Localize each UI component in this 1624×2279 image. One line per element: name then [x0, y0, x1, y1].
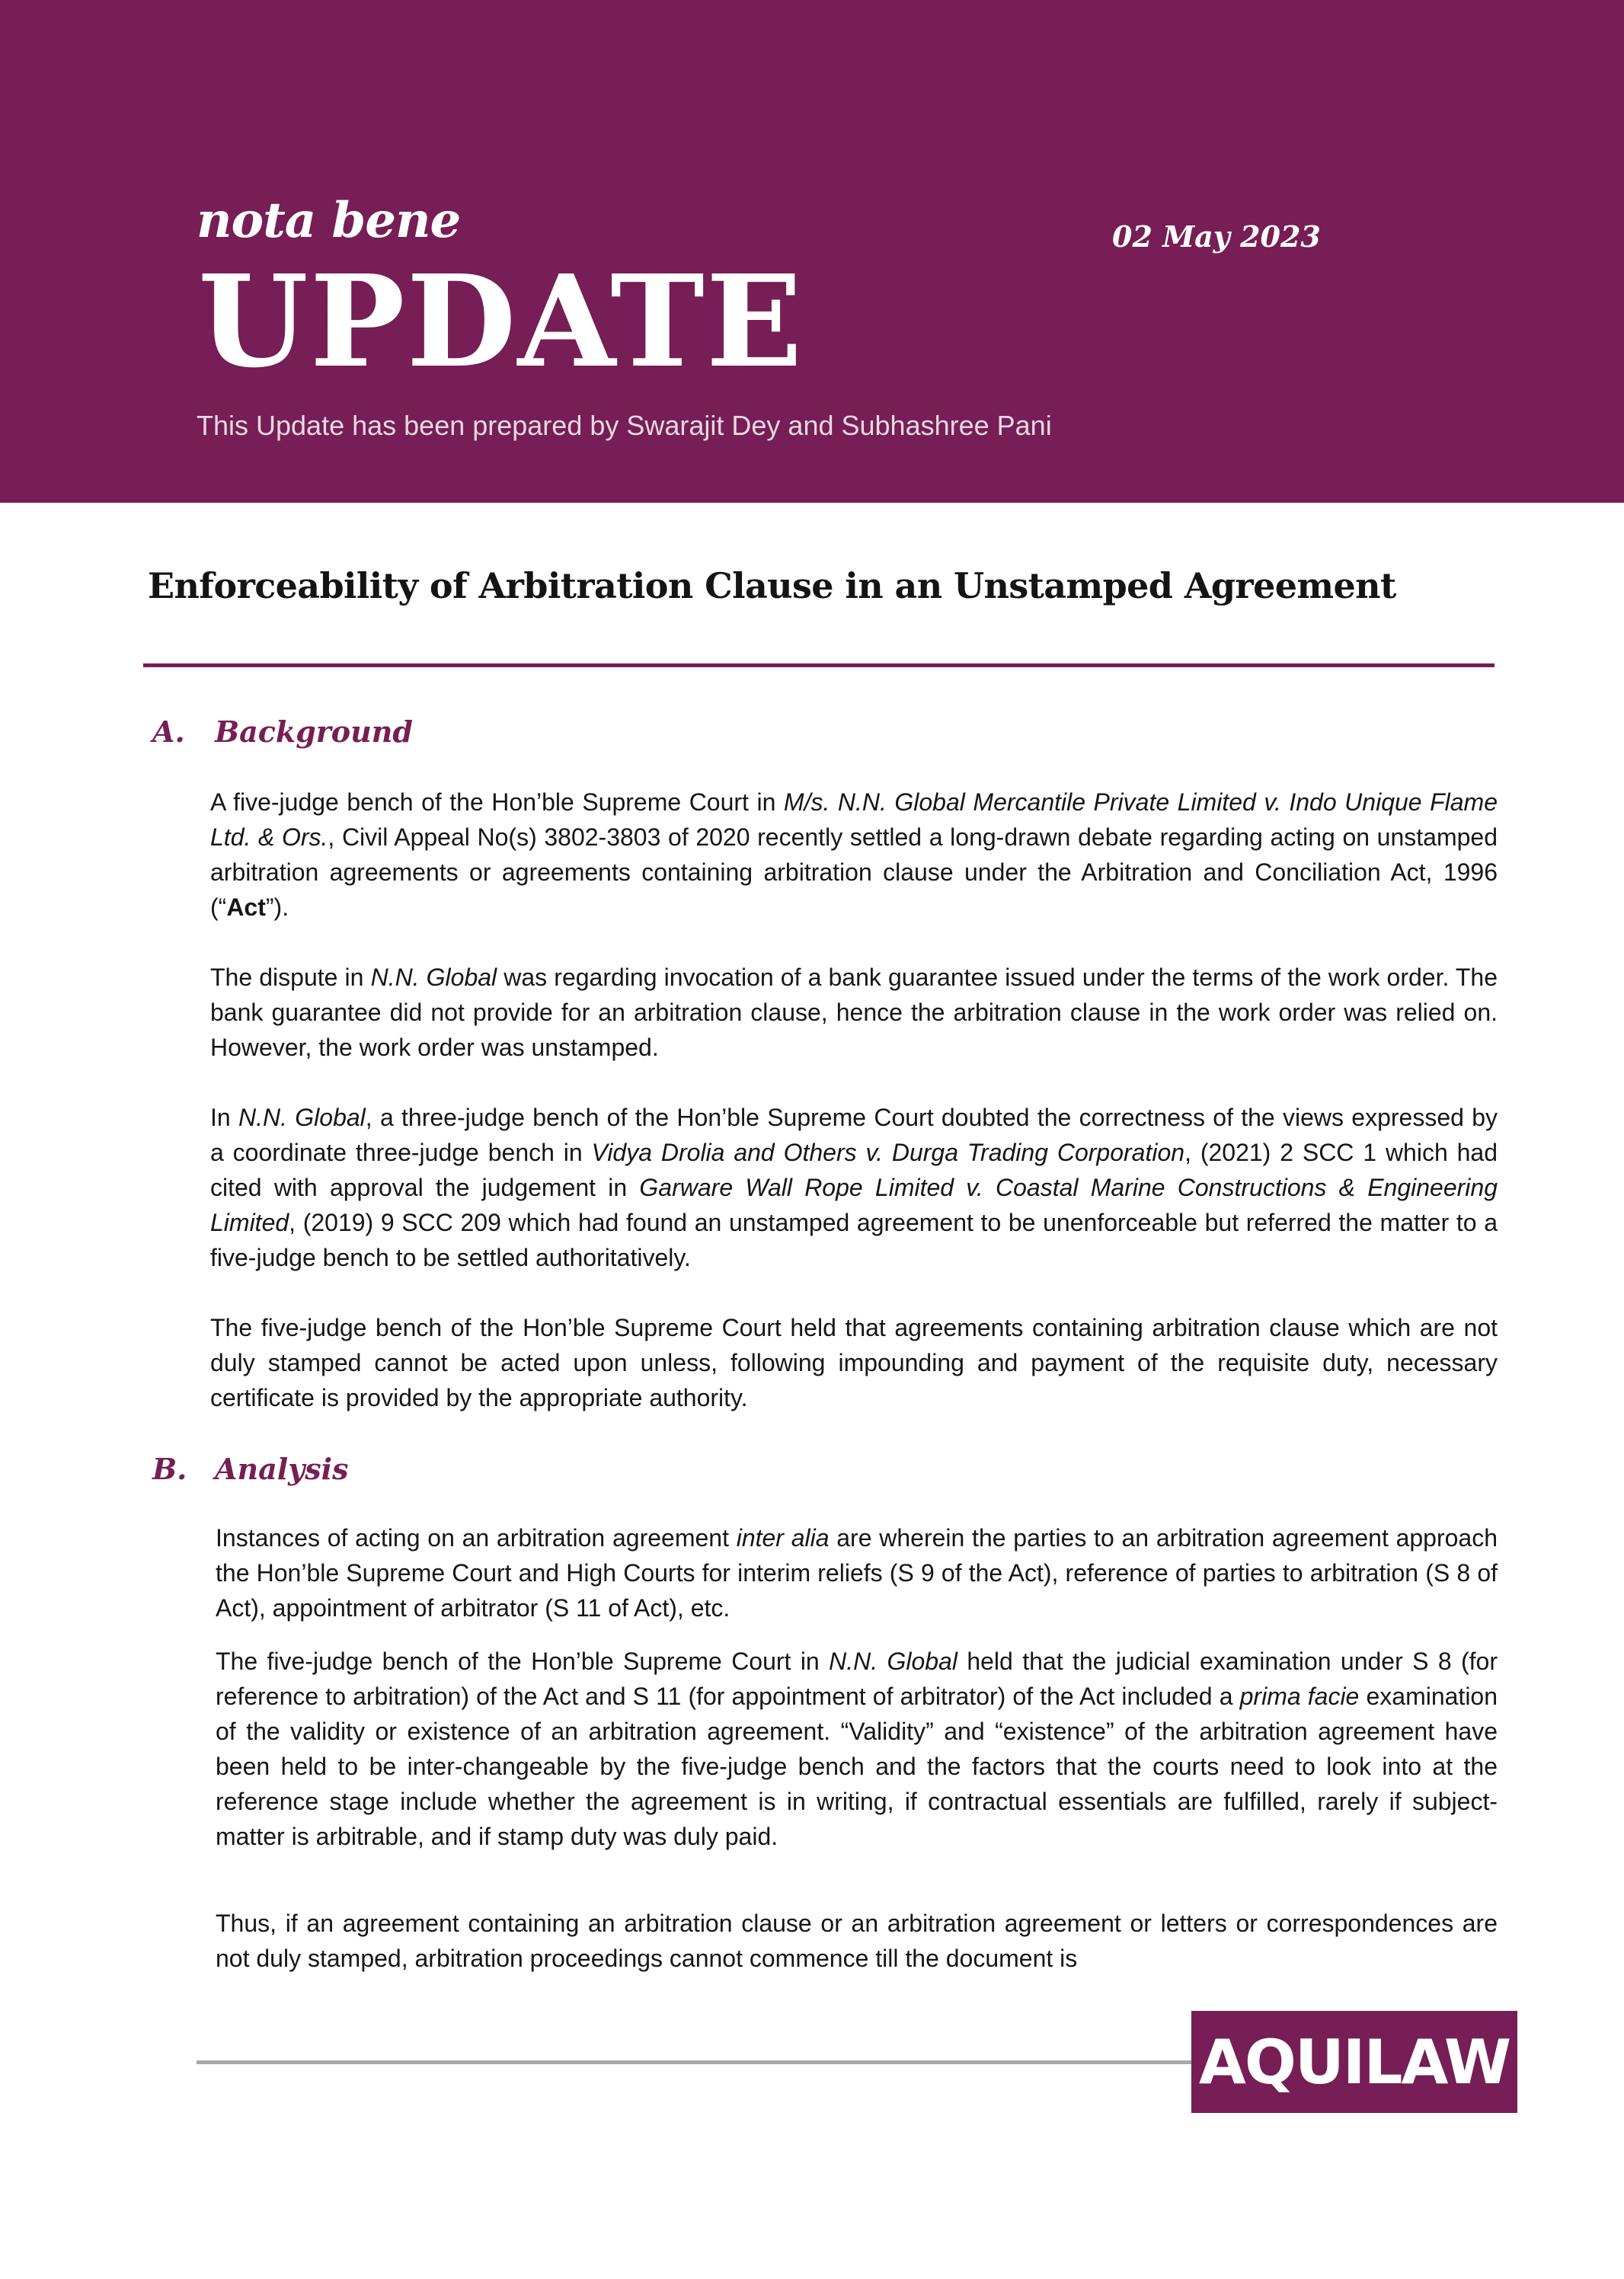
- paragraph-analysis-2: [216, 1644, 1498, 1854]
- paragraph-background-2: [210, 960, 1498, 1065]
- section-heading-background: [152, 714, 413, 749]
- paragraph-background-4: The five-judge bench of the Hon’ble Supreme Court held that agreements containing arbitration clause which are not duly stamped cannot be acted upon unless, following impounding and payment of the requisite duty, necessary certificate is provided by the appropriate authority.: [210, 1314, 1498, 1411]
- aquilaw-logo: [1191, 2011, 1517, 2113]
- case-name: Garware Wall Rope Limited v. Coastal Marine Constructions & Engineering Limited: [210, 1174, 1498, 1236]
- text-run: examination of the validity or existence of an arbitration agreement. “Validity” and “existence” of the arbitration agreement have been held to be inter-changeable by the five-judge bench and the factors that the courts need to look into at the reference stage include whether the agreement is in writing, if contractual essentials are fulfilled, rarely if subject-matter is arbitrable, and if stamp duty was duly paid.: [216, 1683, 1498, 1850]
- text-run: The dispute in: [210, 964, 371, 991]
- title-divider: [143, 663, 1495, 667]
- latin-term: prima facie: [1239, 1683, 1360, 1710]
- text-run: A five-judge bench of the Hon’ble Supreme Court in: [210, 788, 784, 816]
- section-letter: A.: [152, 714, 185, 749]
- paragraph-analysis-3: Thus, if an agreement containing an arbitration clause or an arbitration agreement or letters or correspondences are not duly stamped, arbitration proceedings cannot commence till the document is: [216, 1910, 1498, 1972]
- update-heading: UPDATE: [198, 248, 804, 396]
- header-banner: [0, 0, 1624, 503]
- text-run: ”).: [265, 893, 289, 921]
- text-run: , (2019) 9 SCC 209 which had found an unstamped agreement to be unenforceable but referred the matter to a five-judge bench to be settled authoritatively.: [210, 1209, 1498, 1271]
- text-run: In: [210, 1104, 238, 1131]
- text-run: held that the judicial examination under S 8 (for reference to arbitration) of the Act and S 11 (for appointment of arbitrator) of the Act included a: [216, 1648, 1498, 1710]
- text-run: was regarding invocation of a bank guarantee issued under the terms of the work order. The bank guarantee did not provide for an arbitration clause, hence the arbitration clause in the work order was relied on. However, the work order was unstamped.: [210, 964, 1498, 1061]
- text-run: , Civil Appeal No(s) 3802-3803 of 2020 recently settled a long-drawn debate regarding acting on unstamped arbitration agreements or agreements containing arbitration clause under the Arbitration and Conciliation Act, 1996 (“: [210, 823, 1498, 921]
- case-name: N.N. Global: [238, 1104, 366, 1131]
- case-name: M/s. N.N. Global Mercantile Private Limited v. Indo Unique Flame Ltd. & Ors.: [210, 788, 1498, 851]
- text-run: Instances of acting on an arbitration agreement: [216, 1524, 737, 1552]
- text-run: are wherein the parties to an arbitration agreement approach the Hon’ble Supreme Court and High Courts for interim reliefs (S 9 of the Act), reference of parties to arbitration (S 8 of Act), appointment of arbitrator (S 11 of Act), etc.: [216, 1524, 1498, 1622]
- case-name: Vidya Drolia and Others v. Durga Trading Corporation: [591, 1139, 1185, 1166]
- case-name: N.N. Global: [829, 1648, 957, 1675]
- publication-date: 02 May 2023: [1112, 219, 1321, 254]
- document-title: Enforceability of Arbitration Clause in an Unstamped Agreement: [148, 565, 1396, 606]
- latin-term: inter alia: [736, 1524, 830, 1552]
- section-letter: B.: [152, 1452, 187, 1486]
- text-run: The five-judge bench of the Hon’ble Supreme Court in: [216, 1648, 830, 1675]
- paragraph-background-3: [210, 1100, 1498, 1275]
- section-heading-analysis: [152, 1452, 348, 1486]
- series-title: nota bene: [197, 192, 461, 249]
- paragraph-background-1: [210, 785, 1498, 925]
- paragraph-analysis-1: [216, 1520, 1498, 1625]
- text-run: , (2021) 2 SCC 1 which had cited with approval the judgement in: [210, 1139, 1498, 1201]
- case-name: N.N. Global: [370, 964, 497, 991]
- section-label: Background: [215, 714, 413, 749]
- section-label: Analysis: [215, 1452, 349, 1486]
- authors-line: This Update has been prepared by Swarajit Dey and Subhashree Pani: [197, 410, 1052, 441]
- footer-divider: [197, 2060, 1191, 2064]
- defined-term: Act: [226, 893, 266, 921]
- text-run: , a three-judge bench of the Hon’ble Supreme Court doubted the correctness of the views expressed by a coordinate three-judge bench in: [210, 1104, 1498, 1166]
- logo-text: AQUILAW: [1198, 2026, 1511, 2098]
